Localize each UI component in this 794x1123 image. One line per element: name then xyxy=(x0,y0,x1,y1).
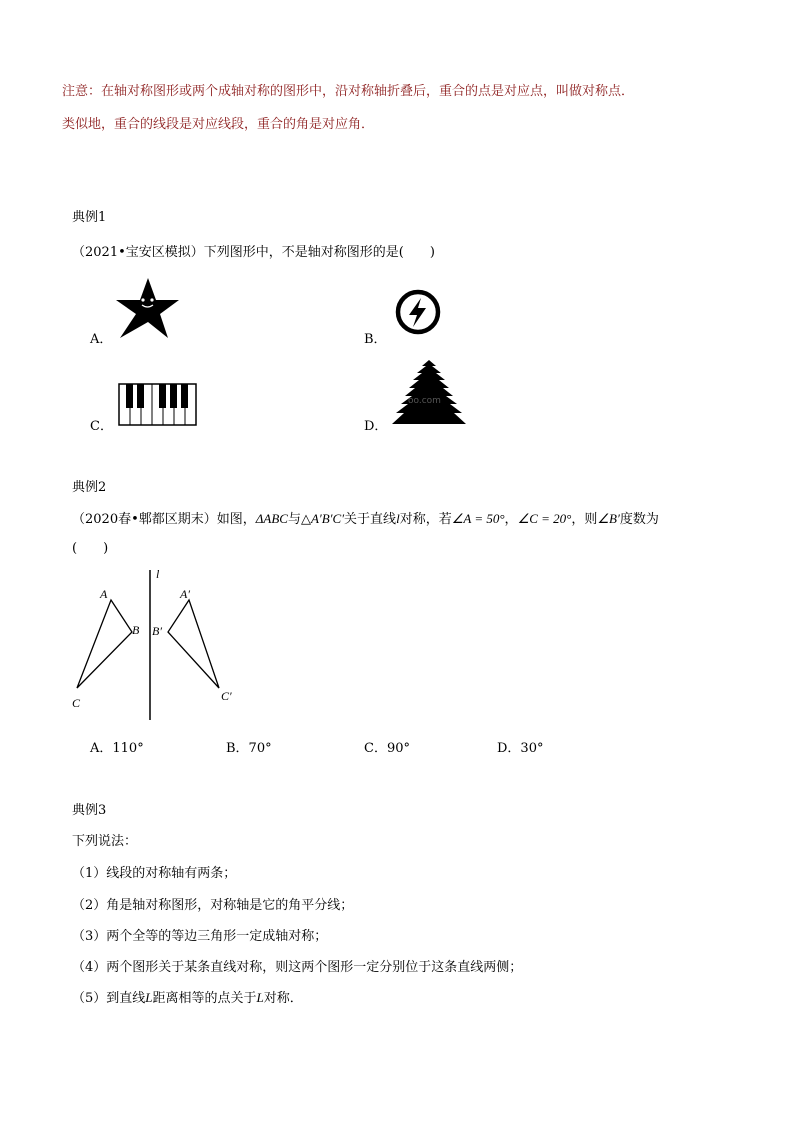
option-a-label: A． xyxy=(90,332,113,347)
question-comma: ， xyxy=(504,512,518,527)
option-b-label: B． xyxy=(364,332,387,347)
triangle-abc: ΔABC xyxy=(255,511,288,526)
note-line-1: 注意：在轴对称图形或两个成轴对称的图形中，沿对称轴折叠后，重合的点是对应点，叫做对称点． xyxy=(62,84,635,99)
piano-keys-icon xyxy=(117,382,199,428)
label-c: C xyxy=(72,696,81,710)
angle-b-prime: ∠B′ xyxy=(597,511,620,526)
statement-5 xyxy=(72,987,303,1006)
example-2-question xyxy=(72,508,659,527)
lightning-circle-icon xyxy=(390,288,446,336)
statement-5-c: 对称． xyxy=(263,991,303,1006)
question-with: 与△ xyxy=(287,512,311,527)
pine-tree-icon xyxy=(390,358,468,426)
watermark-text: oo.com xyxy=(408,396,441,406)
option-c: C．90° xyxy=(364,741,410,756)
example-3-title: 典例3 xyxy=(72,803,107,818)
statement-3: （3）两个全等的等边三角形一定成轴对称； xyxy=(72,929,328,944)
symmetry-figure xyxy=(60,562,250,724)
question-source: （2020春•郫都区期末）如图， xyxy=(72,512,256,527)
triangle-abc-prime-shape xyxy=(168,600,219,688)
label-c-prime: C′ xyxy=(221,689,232,703)
statement-2: （2）角是轴对称图形，对称轴是它的角平分线； xyxy=(72,898,354,913)
option-d: D．30° xyxy=(497,741,544,756)
option-b: B．70° xyxy=(226,741,272,756)
example-1-title: 典例1 xyxy=(72,210,107,225)
angle-a: ∠A = 50° xyxy=(451,511,505,526)
example-2-title: 典例2 xyxy=(72,480,107,495)
label-b: B xyxy=(132,623,140,637)
statement-5-b: 距离相等的点关于 xyxy=(152,991,257,1006)
example-1-question: （2021•宝安区模拟）下列图形中，不是轴对称图形的是( ) xyxy=(72,245,435,260)
option-c-label: C． xyxy=(90,419,113,434)
question-degree: 度数为 xyxy=(619,512,659,527)
line-l-1: L xyxy=(145,990,153,1005)
angle-c: ∠C = 20° xyxy=(517,511,572,526)
statement-1: （1）线段的对称轴有两条； xyxy=(72,866,237,881)
statement-5-a: （5）到直线 xyxy=(72,991,146,1006)
triangle-abc-shape xyxy=(77,600,132,688)
question-then: ，则 xyxy=(571,512,598,527)
star-icon xyxy=(112,276,182,340)
statement-4: （4）两个图形关于某条直线对称，则这两个图形一定分别位于这条直线两侧； xyxy=(72,960,523,975)
label-a-prime: A′ xyxy=(180,587,190,601)
triangle-abc-prime: A′B′C′ xyxy=(310,511,345,526)
line-l-2: L xyxy=(256,990,264,1005)
label-b-prime: B′ xyxy=(152,624,162,638)
example-3-intro: 下列说法： xyxy=(72,834,138,849)
example-2-paren: ( ) xyxy=(72,541,109,556)
note-line-2: 类似地，重合的线段是对应线段，重合的角是对应角． xyxy=(62,117,375,132)
question-sym: 对称，若 xyxy=(399,512,452,527)
question-about: 关于直线 xyxy=(344,512,397,527)
option-a: A．110° xyxy=(90,741,144,756)
line-l: l xyxy=(396,511,400,526)
label-l: l xyxy=(156,567,160,581)
label-a: A xyxy=(100,587,108,601)
option-d-label: D． xyxy=(364,419,388,434)
